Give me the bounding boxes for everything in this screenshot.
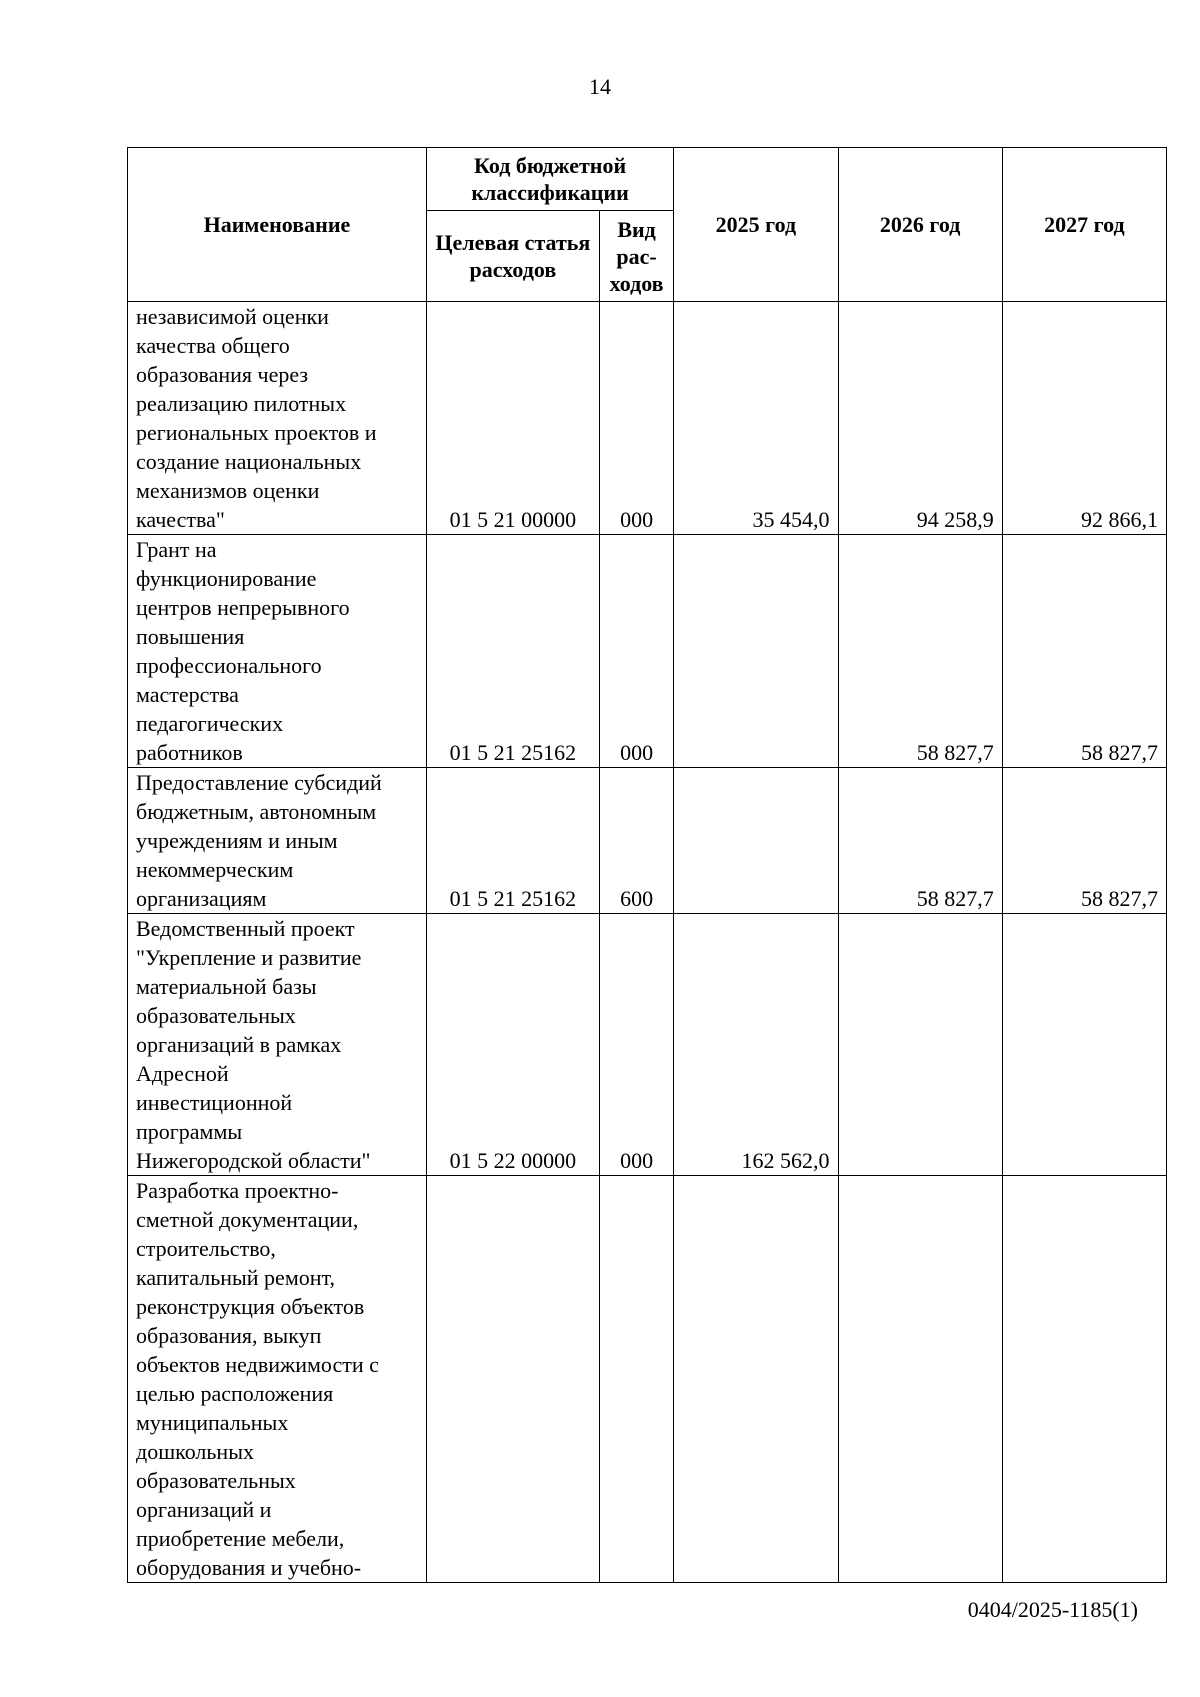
budget-table <box>127 147 1167 1583</box>
row-target: 01 5 22 00000 <box>426 914 599 1176</box>
header-row-1 <box>128 148 1167 211</box>
row-type: 000 <box>599 302 673 535</box>
row-name: Грант на функционирование центров непрерывного повышения профессионального мастерства педагогических работников <box>128 535 427 768</box>
table-row <box>128 1176 1167 1583</box>
row-2025 <box>674 768 838 914</box>
header-name: Наименование <box>128 148 427 302</box>
row-2025 <box>674 535 838 768</box>
row-2027 <box>1002 914 1166 1176</box>
row-2025: 35 454,0 <box>674 302 838 535</box>
row-name: Разработка проектно- сметной документации, строительство, капитальный ремонт, реконструкция объектов образования, выкуп объектов недвижимости с целью расположения муниципальных дошкольных образовательных организаций и приобретение мебели, оборудования и учебно- <box>128 1176 427 1583</box>
table-row <box>128 768 1167 914</box>
header-2026: 2026 год <box>838 148 1002 302</box>
row-type: 600 <box>599 768 673 914</box>
row-target: 01 5 21 00000 <box>426 302 599 535</box>
header-2027: 2027 год <box>1002 148 1166 302</box>
row-2026 <box>838 914 1002 1176</box>
row-2027: 58 827,7 <box>1002 535 1166 768</box>
row-2025 <box>674 1176 838 1583</box>
document-number: 0404/2025-1185(1) <box>967 1597 1138 1622</box>
row-2026: 58 827,7 <box>838 768 1002 914</box>
header-2025: 2025 год <box>674 148 838 302</box>
header-code-group: Код бюджетной классификации <box>426 148 673 211</box>
table-row <box>128 302 1167 535</box>
row-name: независимой оценки качества общего образования через реализацию пилотных региональных проектов и создание национальных механизмов оценки качества" <box>128 302 427 535</box>
row-name: Ведомственный проект "Укрепление и развитие материальной базы образовательных организаций в рамках Адресной инвестиционной программы Нижегородской области" <box>128 914 427 1176</box>
row-name: Предоставление субсидий бюджетным, автономным учреждениям и иным некоммерческим организациям <box>128 768 427 914</box>
row-2027: 92 866,1 <box>1002 302 1166 535</box>
header-target: Целевая статья расходов <box>426 211 599 302</box>
row-type <box>599 1176 673 1583</box>
row-type: 000 <box>599 535 673 768</box>
row-2026 <box>838 1176 1002 1583</box>
row-2026: 94 258,9 <box>838 302 1002 535</box>
page-number: 14 <box>589 74 611 99</box>
row-target: 01 5 21 25162 <box>426 535 599 768</box>
row-2026: 58 827,7 <box>838 535 1002 768</box>
table-row <box>128 914 1167 1176</box>
row-2025: 162 562,0 <box>674 914 838 1176</box>
row-2027: 58 827,7 <box>1002 768 1166 914</box>
row-2027 <box>1002 1176 1166 1583</box>
table-row <box>128 535 1167 768</box>
header-type: Вид рас-ходов <box>599 211 673 302</box>
row-type: 000 <box>599 914 673 1176</box>
row-target: 01 5 21 25162 <box>426 768 599 914</box>
row-target <box>426 1176 599 1583</box>
